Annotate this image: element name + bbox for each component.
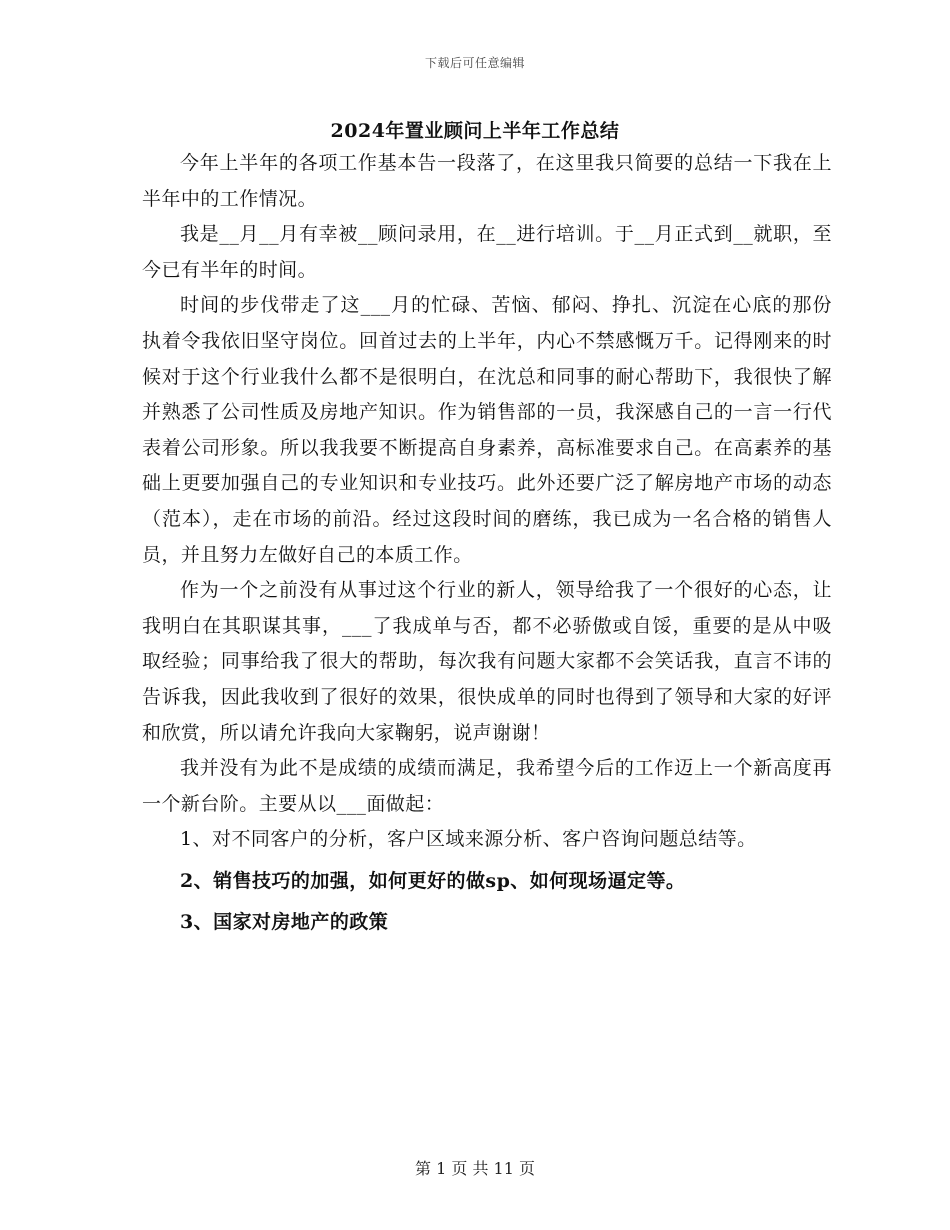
paragraph: 作为一个之前没有从事过这个行业的新人，领导给我了一个很好的心态，让我明白在其职谋其事，___了我成单与否，都不必骄傲或自馁，重要的是从中吸取经验；同事给我了很大的帮助，每次我有问题大家都不会笑话我，直言不讳的告诉我，因此我收到了很好的效果，很快成单的同时也得到了领导和大家的好评和欣赏，所以请允许我向大家鞠躬，说声谢谢！ bbox=[142, 579, 832, 744]
page-number: 第 1 页 共 11 页 bbox=[415, 1159, 535, 1178]
paragraph: 我是__月__月有幸被__顾问录用，在__进行培训。于__月正式到__就职，至今已有半年的时间。 bbox=[142, 223, 832, 281]
document-title: 2024年置业顾问上半年工作总结 bbox=[330, 120, 620, 142]
list-item: 3、国家对房地产的政策 bbox=[180, 911, 389, 934]
paragraph: 时间的步伐带走了这___月的忙碌、苦恼、郁闷、挣扎、沉淀在心底的那份执着令我依旧坚守岗位。回首过去的上半年，内心不禁感慨万千。记得刚来的时候对于这个行业我什么都不是很明白，在沈总和同事的耐心帮助下，我很快了解并熟悉了公司性质及房地产知识。作为销售部的一员，我深感自己的一言一行代表着公司形象。所以我我要不断提高自身素养，高标准要求自己。在高素养的基础上更要加强自己的专业知识和专业技巧。此外还要广泛了解房地产市场的动态（范本），走在市场的前沿。经过这段时间的磨练，我已成为一名合格的销售人员，并且努力左做好自己的本质工作。 bbox=[142, 294, 832, 566]
page-header-note: 下载后可任意编辑 bbox=[424, 56, 525, 70]
document-body bbox=[142, 146, 832, 941]
paragraph: 今年上半年的各项工作基本告一段落了，在这里我只简要的总结一下我在上半年中的工作情况。 bbox=[142, 152, 832, 210]
list-item: 2、销售技巧的加强，如何更好的做sp、如何现场逼定等。 bbox=[180, 869, 686, 892]
paragraph: 我并没有为此不是成绩的成绩而满足，我希望今后的工作迈上一个新高度再一个新台阶。主要从以___面做起： bbox=[142, 757, 832, 815]
list-item: 1、对不同客户的分析，客户区域来源分析、客户咨询问题总结等。 bbox=[180, 828, 757, 851]
